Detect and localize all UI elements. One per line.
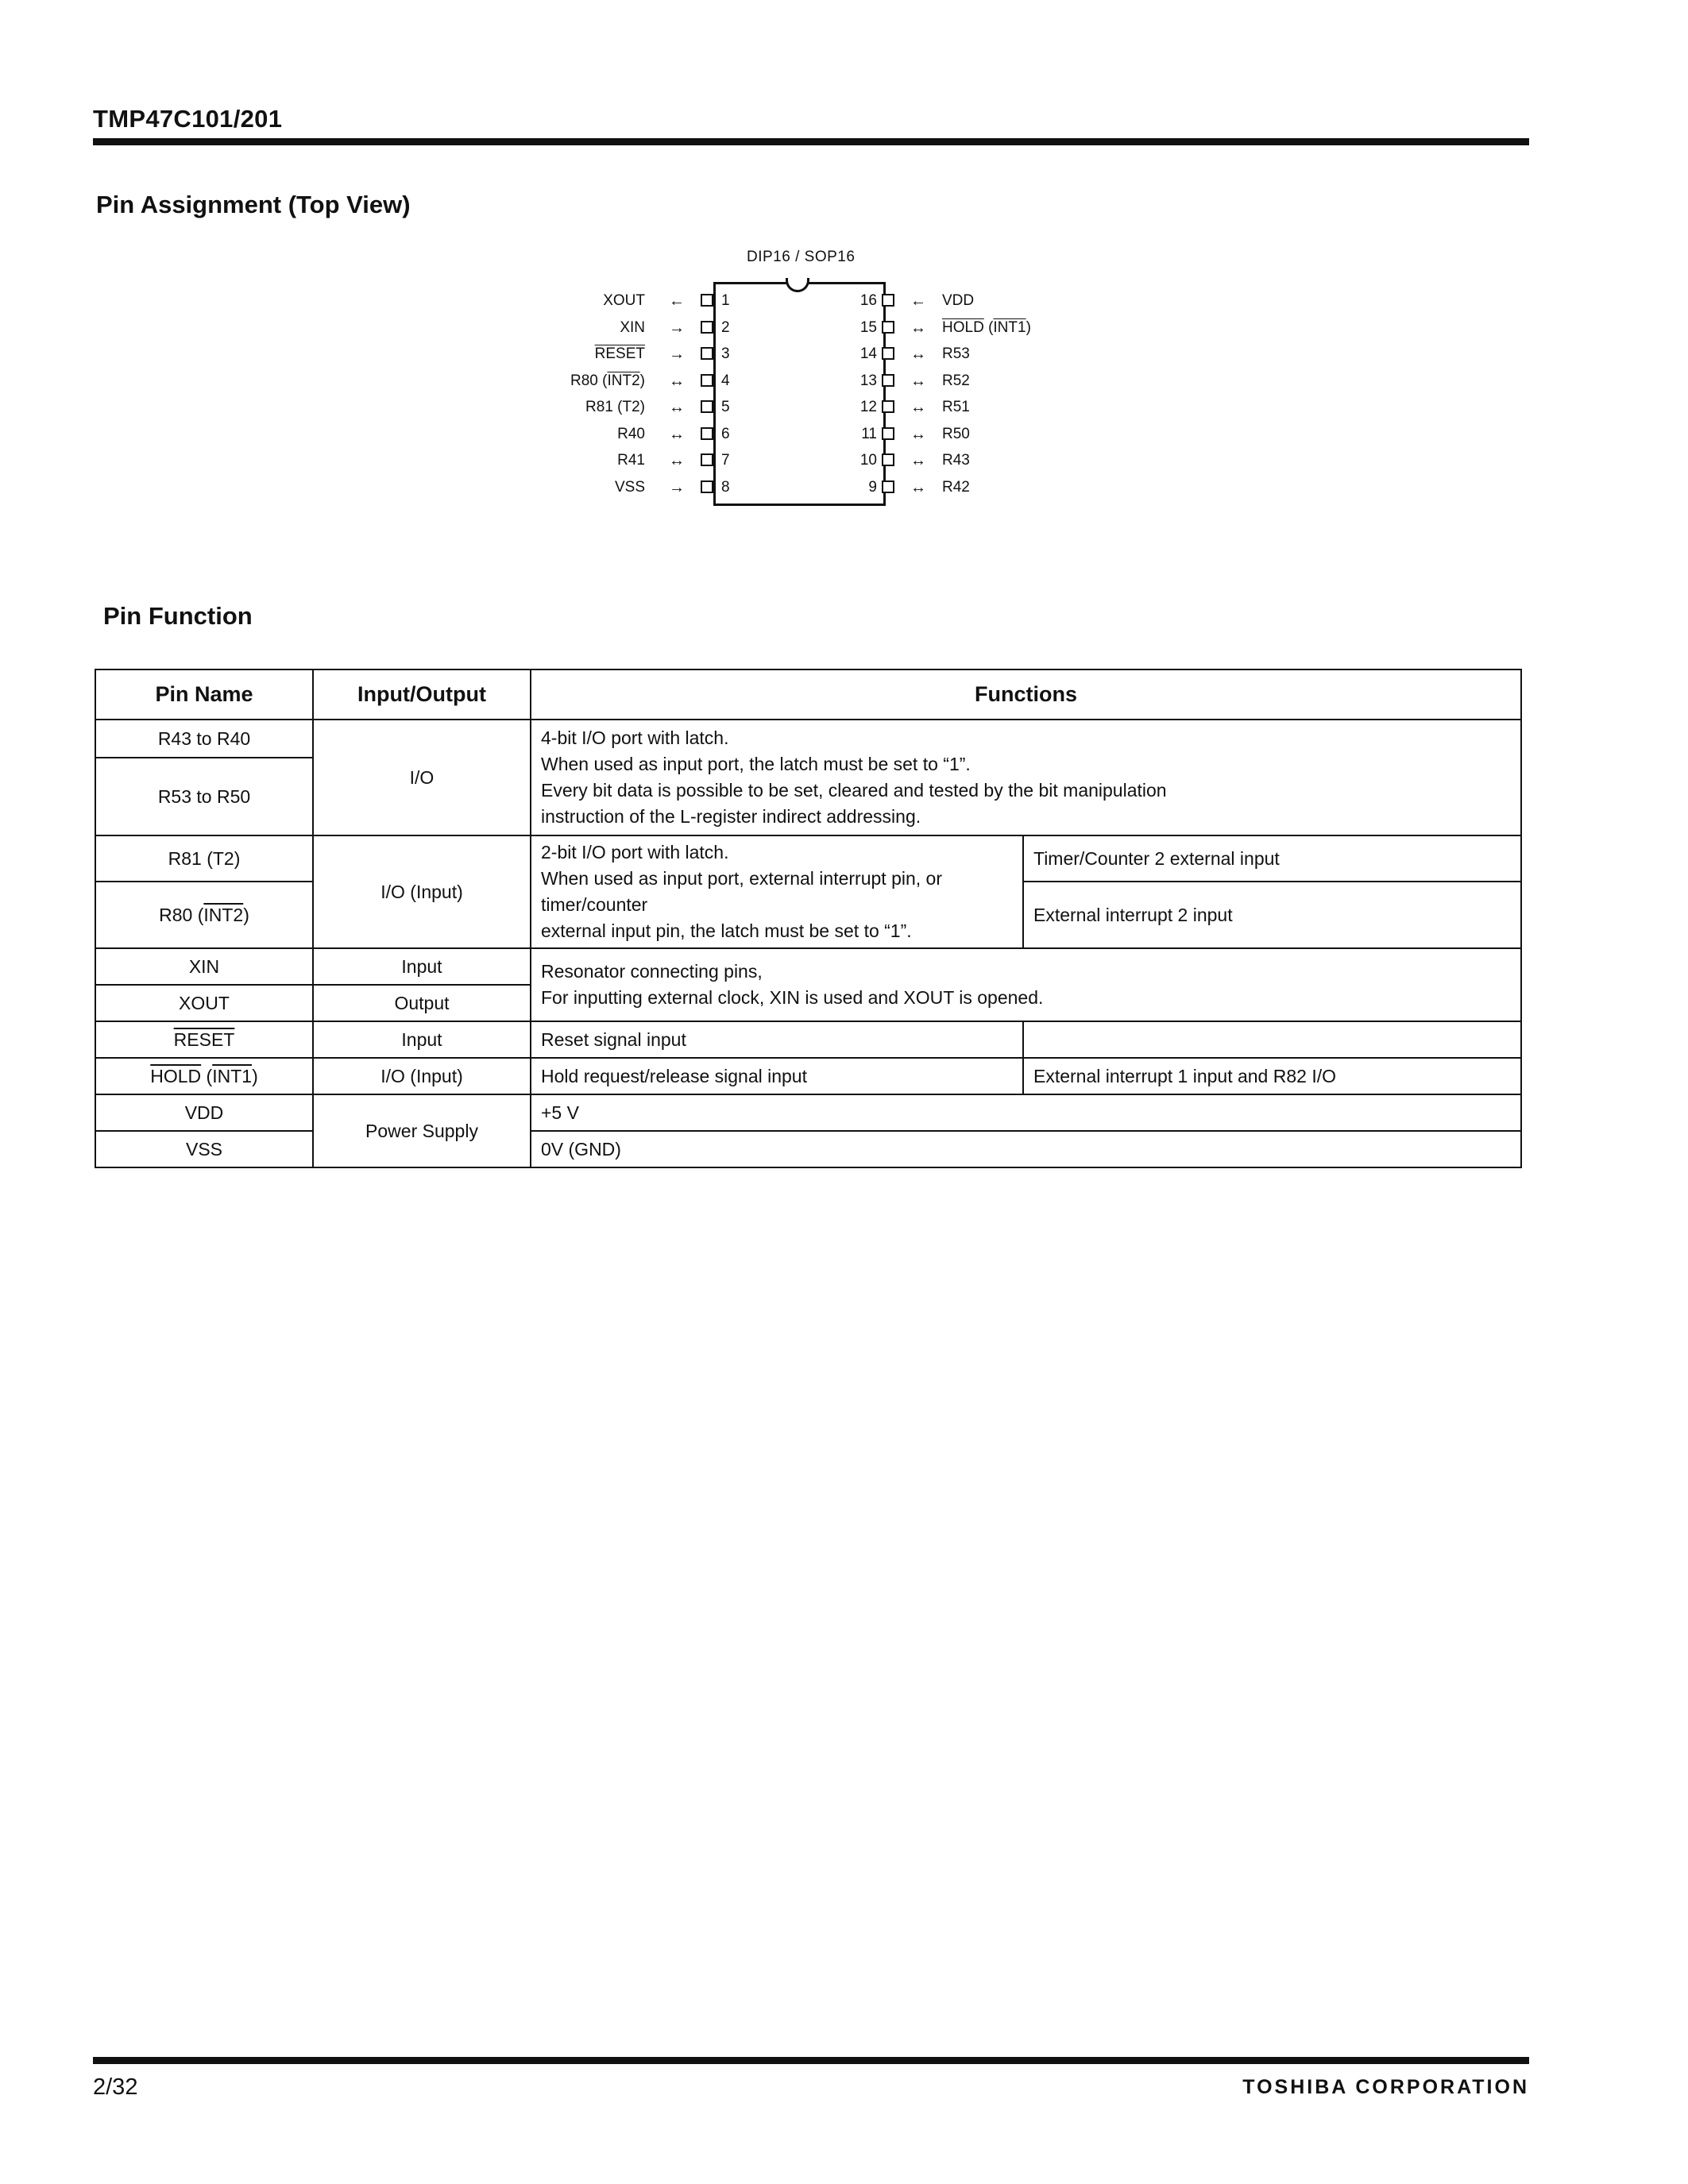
pin-label: R50 (942, 425, 970, 442)
pin-number: 4 (721, 372, 730, 389)
pin-row (858, 425, 1144, 444)
pin-row (477, 425, 731, 444)
pin-row (858, 451, 1144, 470)
pin-diagram (0, 0, 1688, 556)
function-line: When used as input port, external interrupt pin, or timer/counter (541, 868, 943, 915)
function-line: 2-bit I/O port with latch. (541, 842, 729, 862)
pin-arrow-icon: ↔ (669, 399, 685, 416)
pin-pad (701, 480, 713, 493)
pin-pad (882, 374, 894, 387)
pin-row (858, 318, 1144, 338)
pin-arrow-icon: → (669, 478, 685, 496)
io-cell: Input (313, 948, 531, 985)
function-cell: +5 V (531, 1094, 1521, 1131)
package-label: DIP16 / SOP16 (747, 249, 856, 265)
pin-label: VSS (614, 478, 645, 496)
pin-arrow-icon: ↔ (669, 425, 685, 443)
pin-label: R81 (T2) (585, 399, 645, 415)
pin-pad (882, 427, 894, 440)
pin-label: R41 (617, 452, 645, 469)
function-line: For inputting external clock, XIN is used and XOUT is opened. (541, 987, 1044, 1008)
function-cell: 0V (GND) (531, 1131, 1521, 1167)
io-cell: Power Supply (313, 1094, 531, 1167)
pin-name-cell: VSS (95, 1131, 313, 1167)
pin-row (477, 478, 731, 497)
pin-name-cell: R80 (INT2) (95, 882, 313, 948)
pin-row (858, 478, 1144, 497)
pin-number: 12 (859, 399, 877, 415)
table-header-row (95, 669, 1521, 720)
header-functions: Functions (531, 669, 1521, 720)
function-extra-cell: External interrupt 1 input and R82 I/O (1023, 1058, 1521, 1094)
function-line: 4-bit I/O port with latch. (541, 727, 729, 748)
pin-name-cell: HOLD (INT1) (95, 1058, 313, 1094)
pin-row (477, 398, 731, 417)
function-extra-cell: External interrupt 2 input (1023, 882, 1521, 948)
pin-pad (701, 374, 713, 387)
pin-pad (882, 400, 894, 413)
io-cell: I/O (313, 720, 531, 835)
pin-label: R40 (617, 425, 645, 442)
pin-label: R43 (942, 452, 970, 469)
table-row (95, 1131, 1521, 1167)
pin-row (477, 345, 731, 364)
pin-name-cell: RESET (95, 1021, 313, 1058)
pin-arrow-icon: ↔ (910, 478, 926, 496)
pin-pad (701, 321, 713, 334)
pin-pad (882, 347, 894, 360)
table-row (95, 835, 1521, 882)
pin-number: 3 (721, 345, 730, 362)
function-extra-cell: Timer/Counter 2 external input (1023, 835, 1521, 882)
pin-label: HOLD (INT1) (942, 318, 1031, 336)
pin-row (858, 372, 1144, 391)
pin-arrow-icon: ↔ (910, 372, 926, 390)
pin-name-cell: R43 to R40 (95, 720, 313, 758)
pin-label: R80 (INT2) (570, 372, 645, 389)
function-line: Every bit data is possible to be set, cleared and tested by the bit manipulation (541, 780, 1167, 801)
pin-number: 6 (721, 425, 730, 442)
table-row (95, 720, 1521, 758)
pin-label: R42 (942, 478, 970, 496)
chip-body (713, 282, 886, 506)
pin-row (477, 291, 731, 311)
pin-arrow-icon: ↔ (910, 318, 926, 337)
pin-pad (882, 480, 894, 493)
pin-label: R53 (942, 345, 970, 362)
table-row (95, 1094, 1521, 1131)
function-extra-cell (1023, 1021, 1521, 1058)
io-cell: I/O (Input) (313, 835, 531, 948)
pin-pad (882, 321, 894, 334)
pin-arrow-icon: → (669, 345, 685, 363)
page-number: 2/32 (93, 2074, 138, 2100)
pin-arrow-icon: ↔ (669, 452, 685, 469)
pin-number: 5 (721, 399, 730, 415)
pin-name-cell: XOUT (95, 985, 313, 1021)
pin-function-table (95, 669, 1522, 1168)
function-line: Resonator connecting pins, (541, 961, 763, 982)
pin-assignment-title: Pin Assignment (Top View) (96, 191, 411, 218)
pin-number: 1 (721, 292, 730, 309)
pin-number: 9 (868, 478, 877, 496)
pin-number: 15 (859, 318, 877, 336)
function-line: instruction of the L-register indirect addressing. (541, 806, 921, 827)
pin-label: XIN (620, 318, 645, 336)
pin-arrow-icon: → (669, 318, 685, 337)
pin-row (858, 398, 1144, 417)
function-cell (531, 720, 1521, 835)
pin-pad (701, 427, 713, 440)
pin-name-cell: VDD (95, 1094, 313, 1131)
pin-arrow-icon: ↔ (910, 399, 926, 416)
pin-arrow-icon: ↔ (910, 425, 926, 443)
pin-number: 8 (721, 478, 730, 496)
pin-arrow-icon: ← (910, 292, 926, 310)
pin-pad (701, 400, 713, 413)
pin-label: XOUT (603, 292, 645, 309)
pin-label: R52 (942, 372, 970, 389)
table-row (95, 1058, 1521, 1094)
table-row (95, 1021, 1521, 1058)
pin-row (477, 318, 731, 338)
io-cell: I/O (Input) (313, 1058, 531, 1094)
pin-pad (882, 453, 894, 466)
document-title: TMP47C101/201 (93, 105, 283, 133)
pin-number: 7 (721, 452, 730, 469)
pin-arrow-icon: ↔ (910, 452, 926, 469)
pin-function-title: Pin Function (103, 602, 253, 630)
pin-pad (882, 294, 894, 307)
pin-label: VDD (942, 292, 975, 309)
pin-name-cell: R53 to R50 (95, 758, 313, 835)
pin-row (858, 291, 1144, 311)
function-line: external input pin, the latch must be set to “1”. (541, 920, 912, 941)
function-line: When used as input port, the latch must be set to “1”. (541, 754, 971, 774)
header-input-output: Input/Output (313, 669, 531, 720)
function-cell: Hold request/release signal input (531, 1058, 1023, 1094)
pin-arrow-icon: ↔ (910, 345, 926, 363)
pin-row (477, 372, 731, 391)
pin-pad (701, 294, 713, 307)
pin-number: 13 (859, 372, 877, 389)
function-cell (531, 835, 1023, 948)
company-name: TOSHIBA CORPORATION (1242, 2076, 1529, 2098)
pin-label: RESET (594, 345, 645, 362)
io-cell: Output (313, 985, 531, 1021)
pin-arrow-icon: ↔ (669, 372, 685, 390)
pin-number: 10 (859, 452, 877, 469)
pin-name-cell: R81 (T2) (95, 835, 313, 882)
pin-number: 14 (859, 345, 877, 362)
function-cell (531, 948, 1521, 1021)
io-cell: Input (313, 1021, 531, 1058)
pin-pad (701, 453, 713, 466)
table-row (95, 948, 1521, 985)
pin-number: 11 (861, 425, 877, 442)
footer-rule (93, 2057, 1529, 2064)
pin-label: R51 (942, 399, 970, 415)
pin-name-cell: XIN (95, 948, 313, 985)
pin-row (858, 345, 1144, 364)
header-pin-name: Pin Name (95, 669, 313, 720)
pin-arrow-icon: ← (669, 292, 685, 310)
pin-row (477, 451, 731, 470)
pin-number: 2 (721, 318, 730, 336)
pin-number: 16 (859, 292, 877, 309)
function-cell: Reset signal input (531, 1021, 1023, 1058)
pin-pad (701, 347, 713, 360)
